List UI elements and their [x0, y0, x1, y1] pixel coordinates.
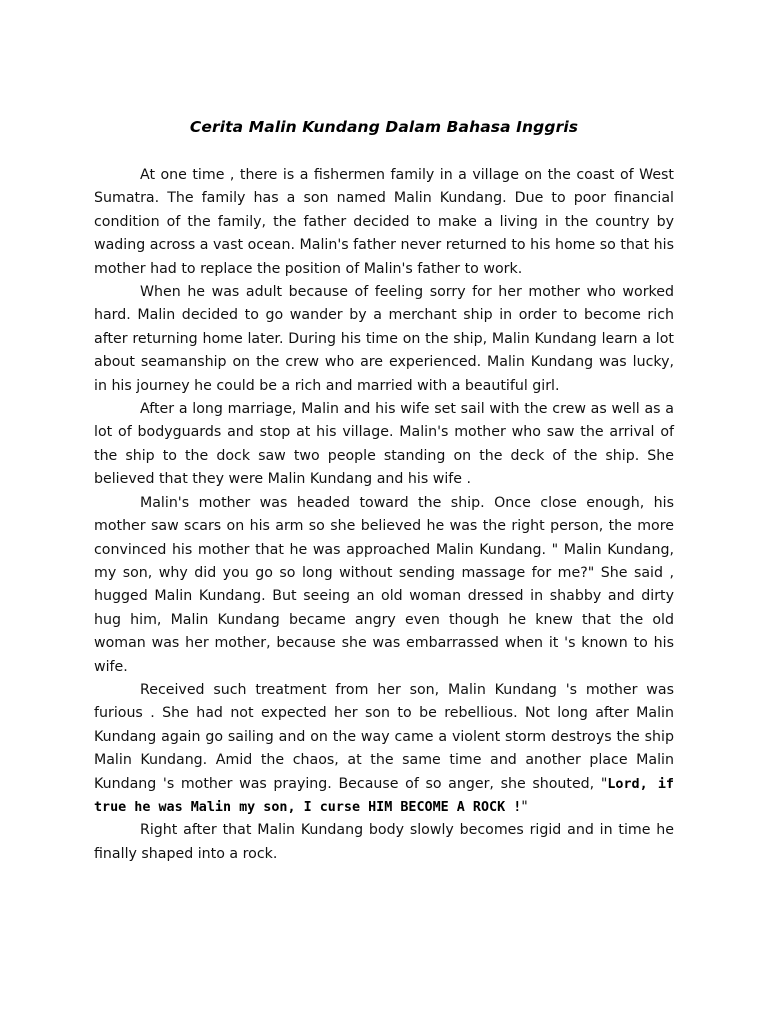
paragraph-5-text: Received such treatment from her son, Malin Kundang 's mother was furious . She had not expected her son to be rebellious. Not long after Malin Kundang again go sailing and on the way came a violent storm destroys the ship Malin Kundang. Amid the chaos, at the same time and another place Malin Kundang 's mother was praying. Because of so anger, she shouted, " [94, 681, 674, 792]
paragraph-2: When he was adult because of feeling sorry for her mother who worked hard. Malin decided to go wander by a merchant ship in order to become rich after returning home later. During his time on the ship, Malin Kundang learn a lot about seamanship on the crew who are experienced. Malin Kundang was lucky, in his journey he could be a rich and married with a beautiful girl. [94, 284, 674, 394]
paragraph-1: At one time , there is a fishermen family in a village on the coast of West Sumatra. The family has a son named Malin Kundang. Due to poor financial condition of the family, the father decided to make a living in the country by wading across a vast ocean. Malin's father never returned to his home so that his mother had to replace the position of Malin's father to work. [94, 167, 674, 277]
document-body [94, 164, 674, 866]
closing-quote-mark: " [521, 798, 528, 815]
paragraph-5 [94, 679, 674, 819]
paragraph-4: Malin's mother was headed toward the ship. Once close enough, his mother saw scars on his arm so she believed he was the right person, the more convinced his mother that he was approached Malin Kundang. " Malin Kundang, my son, why did you go so long without sending massage for me?" She said , hugged Malin Kundang. But seeing an old woman dressed in shabby and dirty hug him, Malin Kundang became angry even though he knew that the old woman was her mother, because she was embarrassed when it 's known to his wife. [94, 494, 674, 675]
paragraph-3: After a long marriage, Malin and his wife set sail with the crew as well as a lot of bodyguards and stop at his village. Malin's mother who saw the arrival of the ship to the dock saw two people standing on the deck of the ship. She believed that they were Malin Kundang and his wife . [94, 401, 674, 488]
curse-quote: Lord, if true he was Malin my son, I curse HIM BECOME A ROCK ! [94, 776, 674, 815]
document-title: Cerita Malin Kundang Dalam Bahasa Inggris [189, 118, 579, 136]
paragraph-6: Right after that Malin Kundang body slowly becomes rigid and in time he finally shaped into a rock. [94, 822, 674, 862]
